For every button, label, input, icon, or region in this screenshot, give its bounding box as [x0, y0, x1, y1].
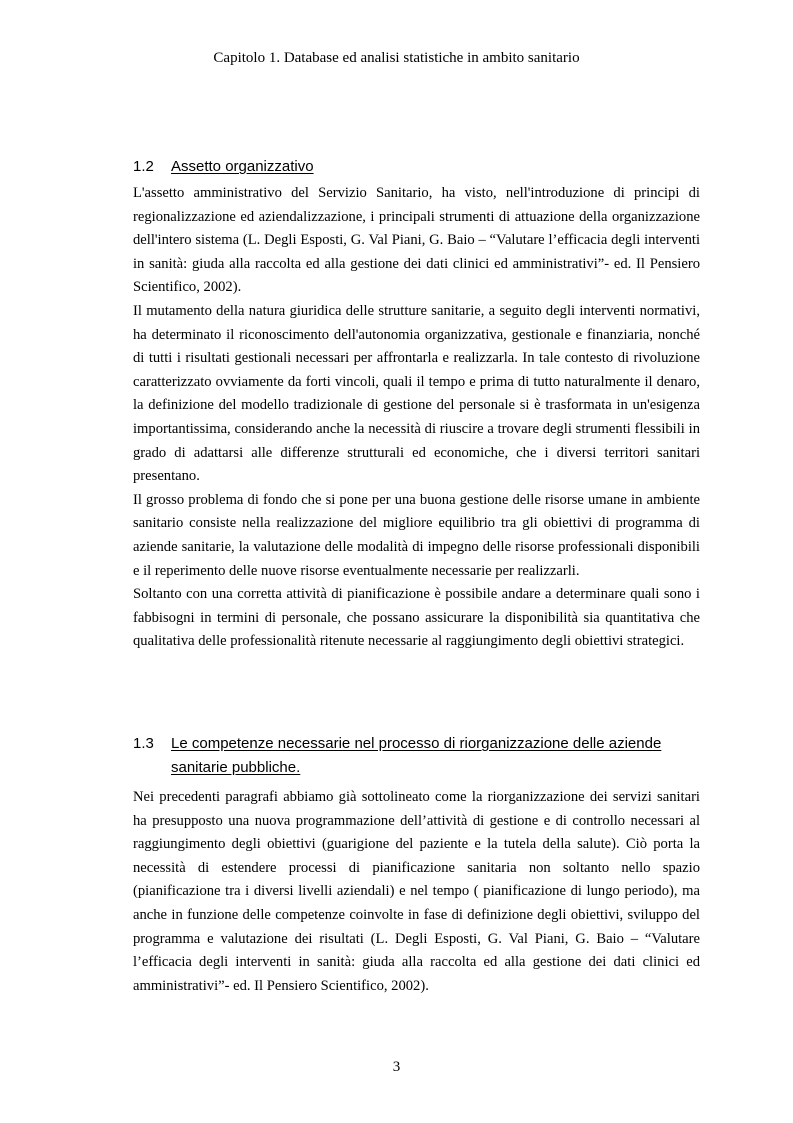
section-heading-1-2: [133, 155, 703, 179]
paragraph: Il mutamento della natura giuridica delle strutture sanitarie, a seguito degli interventi normativi, ha determinato il riconoscimento dell'autonomia organizzativa, gestionale e finanziaria, nonché di tutti i risultati gestionali necessari per affrontarla e realizzarla. In tale contesto di rivoluzione caratterizzato ovviamente da forti vincoli, quali il tempo e prima di tutto naturalmente il denaro, la definizione del modello tradizionale di gestione del personale si è trasformata in un'esigenza importantissima, considerando anche la necessità di riuscire a trovare degli strumenti flessibili in grado di adattarsi alle differenze strutturali ed economiche, che i diversi territori sanitari presentano.: [133, 302, 700, 485]
section-title: Le competenze necessarie nel processo di riorganizzazione delle aziende sanitarie pubbliche.: [171, 735, 662, 776]
section-body-1-2: [133, 182, 700, 654]
section-body-1-3: [133, 786, 700, 998]
paragraph: Nei precedenti paragrafi abbiamo già sottolineato come la riorganizzazione dei servizi sanitari ha presupposto una nuova programmazione dell’attività di gestione e di controllo necessari al raggiungimento degli obiettivi (guarigione del paziente e la tutela della salute). Ciò porta la necessità di estendere processi di pianificazione sanitaria non soltanto nello spazio (pianificazione tra i diversi livelli aziendali) e nel tempo ( pianificazione di lungo periodo), ma anche in funzione delle competenze coinvolte in fase di definizione degli obiettivi, sviluppo del programma e valutazione dei risultati (L. Degli Esposti, G. Val Piani, G. Baio – “Valutare l’efficacia degli interventi in sanità: giuda alla raccolta ed alla gestione dei dati clinici ed amministrativi”- ed. Il Pensiero Scientifico, 2002).: [133, 789, 700, 994]
paragraph: Il grosso problema di fondo che si pone per una buona gestione delle risorse umane in ambiente sanitario consiste nella realizzazione del migliore equilibrio tra gli obiettivi di programma di aziende sanitarie, la valutazione delle modalità di impegno delle risorse professionali disponibili e il reperimento delle nuove risorse eventualmente necessarie per realizzarli.: [133, 491, 700, 579]
page-number: 3: [392, 1059, 401, 1075]
section-heading-1-3: [133, 732, 703, 780]
section-number: 1.2: [133, 158, 154, 175]
section-title: Assetto organizzativo: [171, 158, 314, 175]
paragraph: L'assetto amministrativo del Servizio Sanitario, ha visto, nell'introduzione di principi di regionalizzazione ed aziendalizzazione, i principali strumenti di attuazione della organizzazione dell'intero sistema (L. Degli Esposti, G. Val Piani, G. Baio – “Valutare l’efficacia degli interventi in sanità: giuda alla raccolta ed alla gestione dei dati clinici ed amministrativi”- ed. Il Pensiero Scientifico, 2002).: [133, 185, 700, 296]
section-number: 1.3: [133, 735, 154, 752]
running-header: Capitolo 1. Database ed analisi statistiche in ambito sanitario: [213, 50, 580, 66]
paragraph: Soltanto con una corretta attività di pianificazione è possibile andare a determinare quali sono i fabbisogni in termini di personale, che possano assicurare la disponibilità sia quantitativa che qualitativa delle professionalità ritenute necessarie al raggiungimento degli obiettivi strategici.: [133, 586, 700, 650]
